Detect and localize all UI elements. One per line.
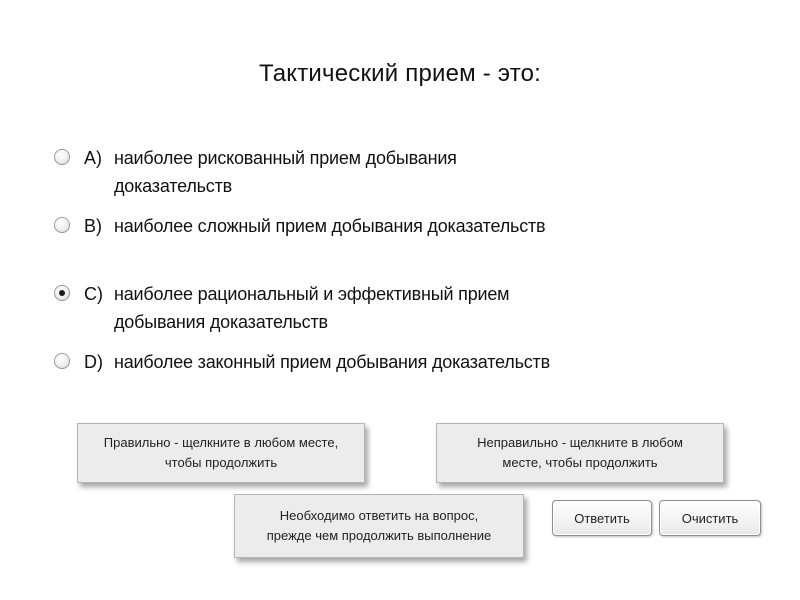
- radio-button-icon[interactable]: [54, 285, 70, 301]
- option-text: наиболее рискованный прием добывания доказательств: [114, 148, 457, 196]
- answer-required-box[interactable]: [234, 494, 524, 558]
- submit-button[interactable]: Ответить: [552, 500, 652, 536]
- answer-required-line1: Необходимо ответить на вопрос,: [279, 508, 479, 523]
- question-title: Тактический прием - это:: [258, 60, 542, 87]
- correct-feedback-box[interactable]: [77, 423, 365, 483]
- radio-button-icon[interactable]: [54, 353, 70, 369]
- option-a[interactable]: [52, 144, 572, 212]
- option-d[interactable]: [52, 348, 572, 416]
- option-b[interactable]: [52, 212, 572, 280]
- correct-feedback-line2: чтобы продолжить: [164, 455, 278, 470]
- option-letter: D): [84, 352, 103, 372]
- radio-dot-icon: [59, 290, 65, 296]
- incorrect-feedback-box[interactable]: [436, 423, 724, 483]
- answer-options: [52, 144, 572, 416]
- incorrect-feedback-line2: месте, чтобы продолжить: [502, 455, 658, 470]
- correct-feedback-line1: Правильно - щелкните в любом месте,: [103, 435, 339, 450]
- incorrect-feedback-line1: Неправильно - щелкните в любом: [477, 435, 683, 450]
- option-letter: B): [84, 216, 102, 236]
- option-c[interactable]: [52, 280, 572, 348]
- option-letter: A): [84, 148, 102, 168]
- option-letter: C): [84, 284, 103, 304]
- radio-button-icon[interactable]: [54, 217, 70, 233]
- clear-button[interactable]: Очистить: [659, 500, 761, 536]
- answer-required-line2: прежде чем продолжить выполнение: [266, 528, 492, 543]
- option-text: наиболее законный прием добывания доказательств: [114, 352, 550, 372]
- radio-button-icon[interactable]: [54, 149, 70, 165]
- option-text: наиболее рациональный и эффективный прием добывания доказательств: [114, 284, 510, 332]
- option-text: наиболее сложный прием добывания доказательств: [114, 216, 546, 236]
